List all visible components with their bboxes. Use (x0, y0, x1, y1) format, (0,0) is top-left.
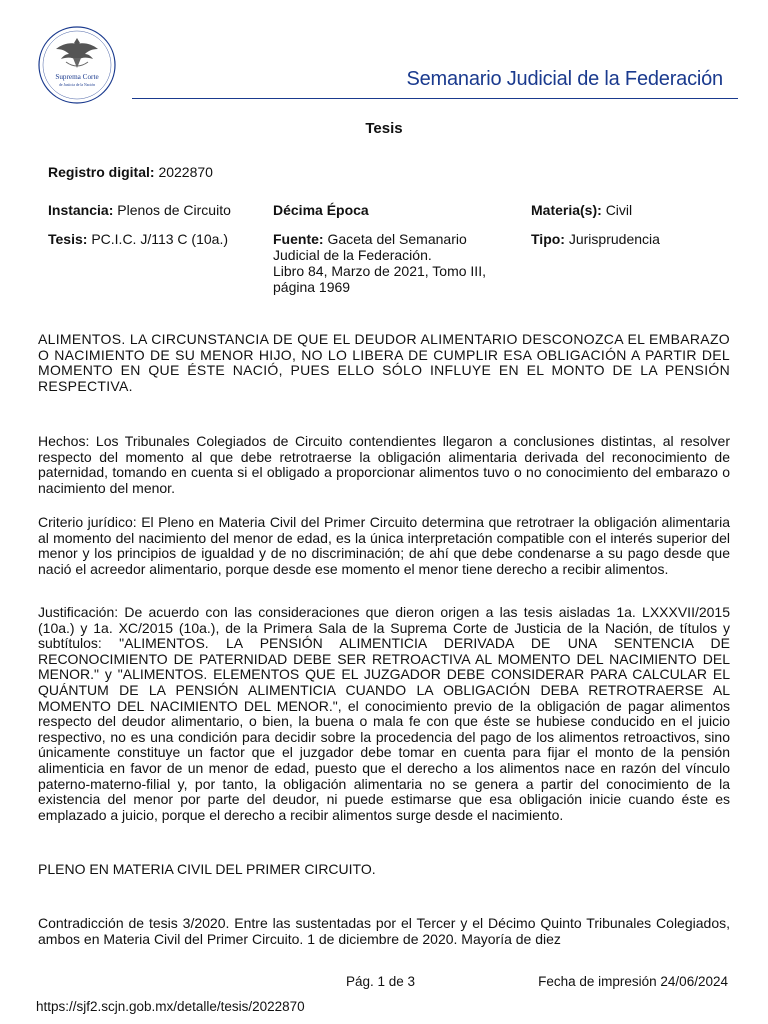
site-title: Semanario Judicial de la Federación (406, 68, 723, 90)
tipo-label: Tipo: (531, 231, 565, 247)
fuente-line3: Libro 84, Marzo de 2021, Tomo III, (273, 263, 486, 279)
page-header (0, 0, 768, 102)
fuente-label: Fuente: (273, 231, 324, 247)
criterio-paragraph: Criterio jurídico: El Pleno en Materia Civil del Primer Circuito determina que retrotraer la obligación alimentaria al momento del nacimiento del menor de edad, es la única interpretación compatible con el interés superior del menor y los principios de igualdad y de no discriminación; de ahí que debe condenarse a su pago desde que nació el acreedor alimentario, porque desde ese momento el menor tiene derecho a recibir alimentos. (38, 514, 730, 577)
fuente-line1: Gaceta del Semanario (327, 231, 467, 247)
registro-label: Registro digital: (48, 164, 155, 180)
tesis-rubro: ALIMENTOS. LA CIRCUNSTANCIA DE QUE EL DEUDOR ALIMENTARIO DESCONOZCA EL EMBARAZO O NACIMIENTO DE SU MENOR HIJO, NO LO LIBERA DE CUMPLIR ESA OBLIGACIÓN A PARTIR DEL MOMENTO EN QUE ÉSTE NACIÓ, PUES ELLO SÓLO INFLUYE EN EL MONTO DE LA PENSIÓN RESPECTIVA. (38, 331, 730, 394)
pleno-line: PLENO EN MATERIA CIVIL DEL PRIMER CIRCUITO. (38, 861, 376, 877)
scjn-logo (36, 24, 118, 106)
materia-value: Civil (605, 202, 633, 218)
instancia-value: Plenos de Circuito (117, 202, 231, 218)
fuente (273, 231, 523, 295)
tesis-value: PC.I.C. J/113 C (10a.) (91, 231, 229, 247)
header-divider (132, 98, 738, 99)
epoca (273, 202, 523, 218)
contradiccion-paragraph: Contradicción de tesis 3/2020. Entre las sustentadas por el Tercer y el Décimo Quinto Tribunales Colegiados, ambos en Materia Civil del Primer Circuito. 1 de diciembre de 2020. Mayoría de diez (38, 916, 730, 947)
registro-digital (48, 164, 213, 180)
print-date: Fecha de impresión 24/06/2024 (538, 974, 728, 989)
fuente-line4: página 1969 (273, 279, 351, 295)
document-type-title: Tesis (365, 120, 403, 137)
tipo-value: Jurisprudencia (568, 231, 660, 247)
logo-text-line2: de Justicia de la Nación (58, 83, 96, 87)
justificacion-paragraph: Justificación: De acuerdo con las consideraciones que dieron origen a las tesis aisladas 1a. LXXXVII/2015 (10a.) y 1a. XC/2015 (10a.), de la Primera Sala de la Suprema Corte de Justicia de la Nación, de títulos y subtítulos: "ALIMENTOS. LA PENSIÓN ALIMENTICIA DERIVADA DE UNA SENTENCIA DE RECONOCIMIENTO DE PATERNIDAD DEBE SER RETROACTIVA AL MOMENTO DEL NACIMIENTO DEL MENOR." y "ALIMENTOS. ELEMENTOS QUE EL JUZGADOR DEBE CONSIDERAR PARA CALCULAR EL QUÁNTUM DE LA PENSIÓN ALIMENTICIA CUANDO LA OBLIGACIÓN DEBA RETROTRAERSE AL MOMENTO DEL NACIMIENTO DEL MENOR.", el conocimiento previo de la obligación de pagar alimentos respecto del deudor alimentario, o bien, la buena o mala fe con que éste se hubiese conducido en el juicio respectivo, no es una condición para decidir sobre la procedencia del pago de los alimentos retroactivos, sino únicamente constituye un factor que el juzgador debe tomar en cuenta para fijar el monto de la pensión alimenticia en favor de un menor de edad, puesto que el derecho a los alimentos nace en razón del vínculo paterno-materno-filial y, por tanto, la obligación alimentaria no se genera a partir del conocimiento de la existencia del menor por parte del deudor, ni puede estimarse que esa obligación inicie cuando éste es emplazado a juicio, porque el derecho a recibir alimentos surge desde el nacimiento. (38, 604, 730, 823)
registro-value: 2022870 (158, 164, 213, 180)
tipo (531, 231, 731, 247)
hechos-paragraph: Hechos: Los Tribunales Colegiados de Circuito contendientes llegaron a conclusiones distintas, al resolver respecto del momento al que debe retrotraerse la obligación alimentaria derivada del reconocimiento de paternidad, tomando en cuenta si el obligado a proporcionar alimentos tuvo o no conocimiento del embarazo o nacimiento del menor. (38, 433, 730, 496)
epoca-label: Décima Época (273, 202, 369, 218)
page-number: Pág. 1 de 3 (346, 974, 416, 989)
scjn-seal-icon (36, 24, 118, 106)
instancia (48, 202, 268, 218)
fuente-line2: Judicial de la Federación. (273, 247, 432, 263)
materia (531, 202, 731, 218)
materia-label: Materia(s): (531, 202, 602, 218)
logo-text-line1: Suprema Corte (55, 73, 99, 81)
source-url[interactable]: https://sjf2.scjn.gob.mx/detalle/tesis/2022870 (36, 999, 305, 1014)
instancia-label: Instancia: (48, 202, 114, 218)
tesis-number (48, 231, 268, 247)
tesis-label: Tesis: (48, 231, 88, 247)
